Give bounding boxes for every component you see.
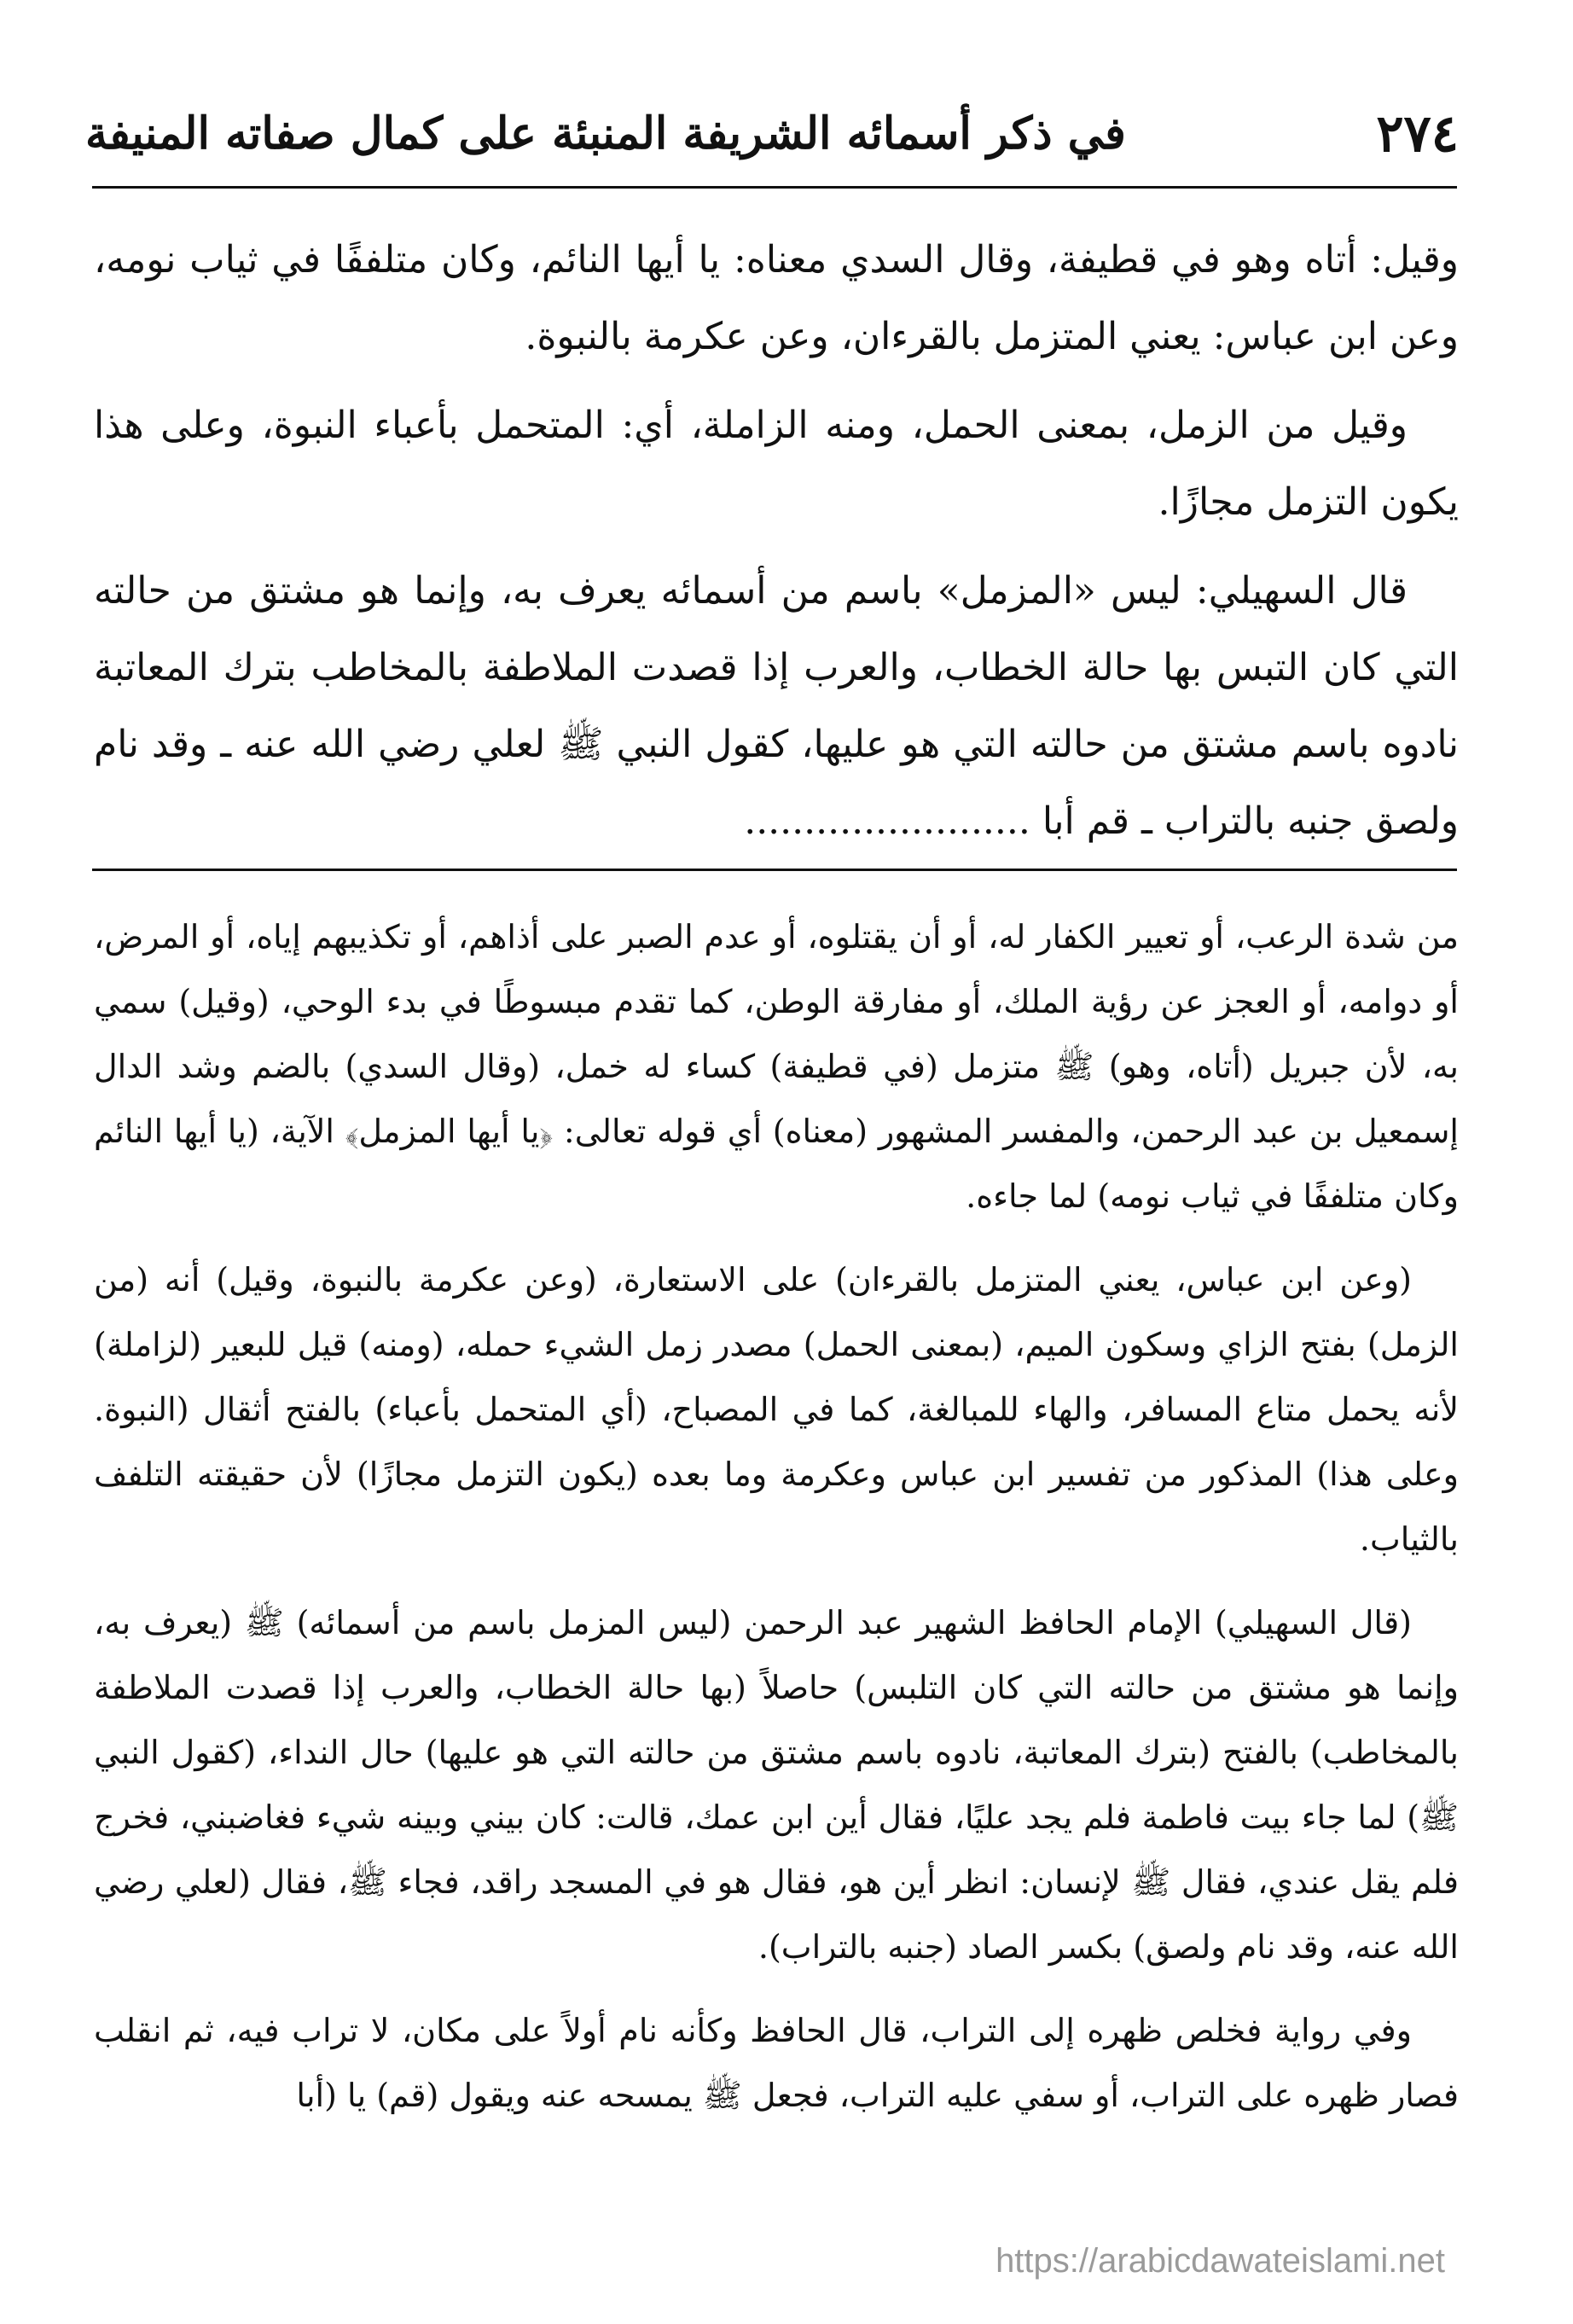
- main-paragraph-2: وقيل من الزمل، بمعنى الحمل، ومنه الزاملة، أي: المتحمل بأعباء النبوة، وعلى هذا يكون التزمل مجازًا.: [94, 404, 1459, 524]
- commentary-paragraph-3: (قال السهيلي) الإمام الحافظ الشهير عبد الرحمن (ليس المزمل باسم من أسمائه) ﷺ (يعرف به، وإنما هو مشتق من حالته التي كان التلبس) حاصلاً (بها حالة الخطاب، والعرب إذا قصدت الملاطفة بالمخاطب) بالفتح (بترك المعاتبة، نادوه باسم مشتق من حالته التي هو عليها) حال النداء، (كقول النبي ﷺ) لما جاء بيت فاطمة فلم يجد عليًا، فقال أين ابن عمك، قالت: كان بيني وبينه شيء فغاضبني، فخرج فلم يقل عندي، فقال ﷺ لإنسان: انظر أين هو، فقال هو في المسجد راقد، فجاء ﷺ، فقال (لعلي رضي الله عنه، وقد نام ولصق) بكسر الصاد (جنبه بالتراب).: [94, 1604, 1459, 1966]
- header-divider: [92, 186, 1457, 189]
- commentary-text: [94, 904, 1459, 2147]
- main-text: [94, 222, 1459, 872]
- main-paragraph-1: وقيل: أتاه وهو في قطيفة، وقال السدي معناه: يا أيها النائم، وكان متلففًا في ثياب نومه، وعن ابن عباس: يعني المتزمل بالقرءان، وعن عكرمة بالنبوة.: [94, 238, 1459, 358]
- continuation-dots: ........................: [744, 799, 1030, 843]
- commentary-paragraph-1: من شدة الرعب، أو تعيير الكفار له، أو أن يقتلوه، أو عدم الصبر على أذاهم، أو تكذيبهم إياه، أو المرض، أو دوامه، أو العجز عن رؤية الملك، أو مفارقة الوطن، كما تقدم مبسوطًا في بدء الوحي، (وقيل) سمي به، لأن جبريل (أتاه، وهو) ﷺ متزمل (في قطيفة) كساء له خمل، (وقال السدي) بالضم وشد الدال إسمعيل بن عبد الرحمن، والمفسر المشهور (معناه) أي قوله تعالى: ﴿يا أيها المزمل﴾ الآية، (يا أيها النائم وكان متلففًا في ثياب نومه) لما جاءه.: [94, 918, 1459, 1215]
- commentary-divider: [92, 869, 1457, 871]
- page-header: [85, 96, 1476, 172]
- commentary-paragraph-4: وفي رواية فخلص ظهره إلى التراب، قال الحافظ وكأنه نام أولاً على مكان، لا تراب فيه، ثم انقلب فصار ظهره على التراب، أو سفي عليه التراب، فجعل ﷺ يمسحه عنه ويقول (قم) يا (أبا: [94, 2012, 1459, 2114]
- main-paragraph-3-text: قال السهيلي: ليس «المزمل» باسم من أسمائه يعرف به، وإنما هو مشتق من حالته التي كان التبس بها حالة الخطاب، والعرب إذا قصدت الملاطفة بالمخاطب بترك المعاتبة نادوه باسم مشتق من حالته التي هو عليها، كقول النبي ﷺ لعلي رضي الله عنه ـ وقد نام ولصق جنبه بالتراب ـ قم أبا: [94, 569, 1459, 843]
- running-title: في ذكر أسمائه الشريفة المنبئة على كمال صفاته المنيفة: [85, 107, 1126, 160]
- watermark-url: https://arabicdawateislami.net: [995, 2242, 1445, 2280]
- main-paragraph-3: [94, 553, 1459, 860]
- commentary-paragraph-2: (وعن ابن عباس، يعني المتزمل بالقرءان) على الاستعارة، (وعن عكرمة بالنبوة، وقيل) أنه (من الزمل) بفتح الزاي وسكون الميم، (بمعنى الحمل) مصدر زمل الشيء حمله، (ومنه) قيل للبعير (لزاملة) لأنه يحمل متاع المسافر، والهاء للمبالغة، كما في المصباح، (أي المتحمل بأعباء) بالفتح أثقال (النبوة. وعلى هذا) المذكور من تفسير ابن عباس وعكرمة وما بعده (يكون التزمل مجازًا) لأن حقيقته التلفف بالثياب.: [94, 1261, 1459, 1558]
- page-number: ٢٧٤: [1376, 104, 1459, 164]
